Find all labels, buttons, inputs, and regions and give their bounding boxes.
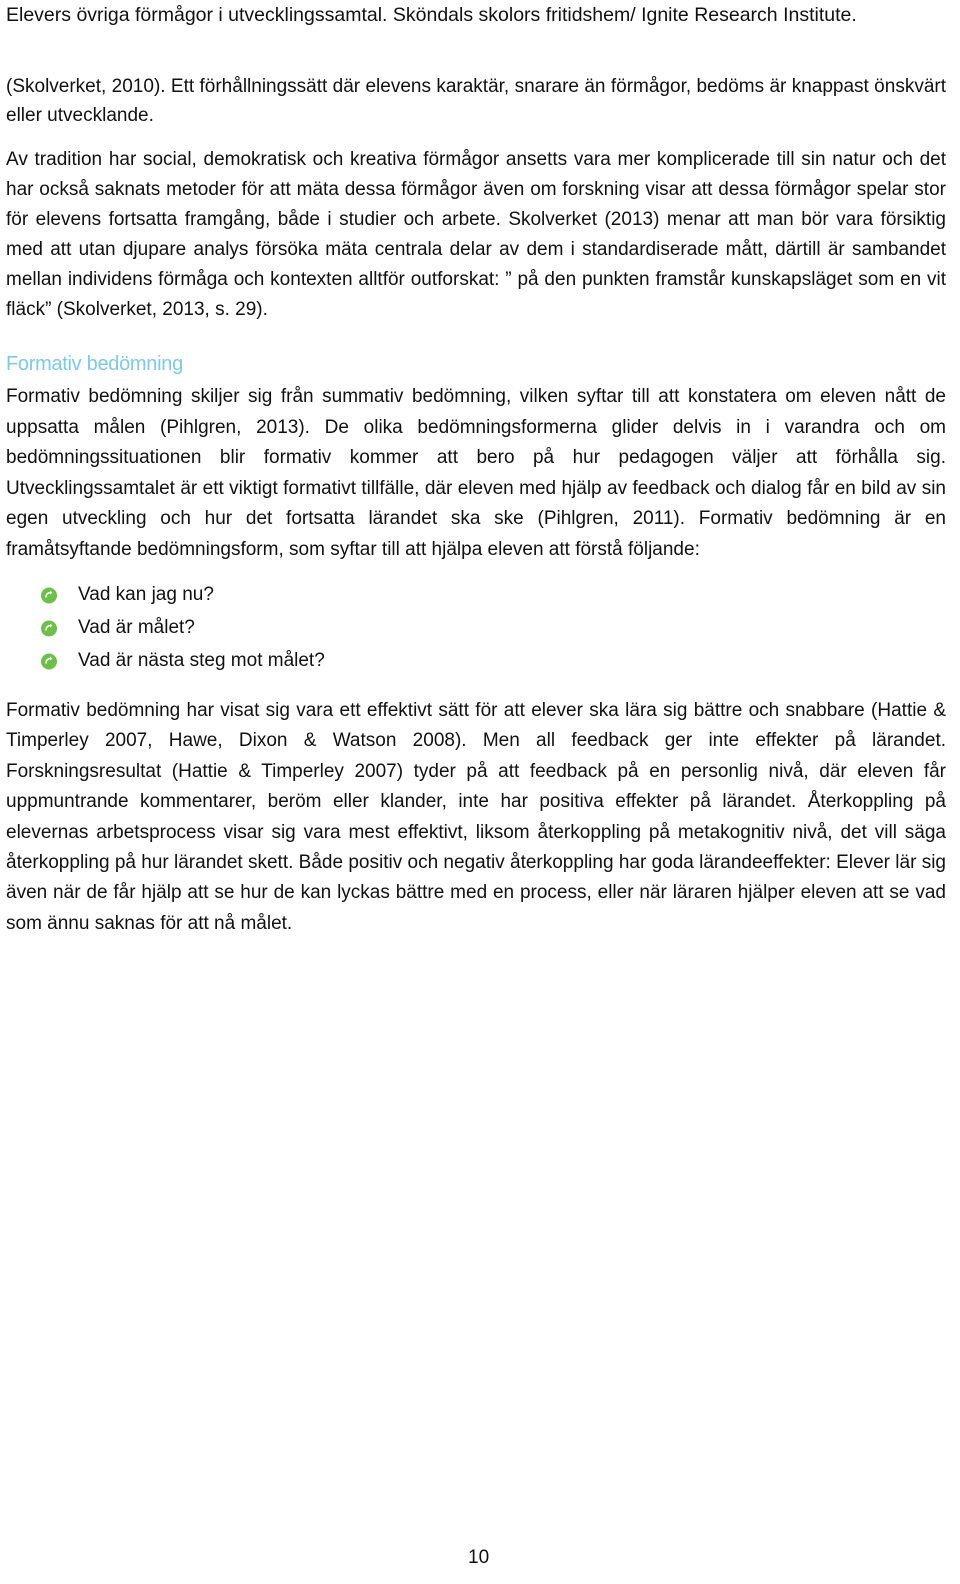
list-item-text: Vad kan jag nu? — [78, 583, 214, 605]
paragraph-2: Av tradition har social, demokratisk och kreativa förmågor ansetts vara mer komplicerade till sin natur och det har också saknats metoder för att mäta dessa förmågor även om forskning visar att dessa förmågor spelar stor för elevens fortsatta framgång, både i studier och arbete. Skolverket (2013) menar att man bör vara försiktig med att utan djupare analys försöka mäta centrala delar av dem i standardiserade mått, därtill är sambandet mellan individens förmåga och kontexten alltför outforskat: ” på den punkten framstår kunskapsläget som en vit fläck” (Skolverket, 2013, s. 29). — [6, 149, 946, 320]
bullet-list — [40, 578, 325, 677]
running-header: Elevers övriga förmågor i utvecklingssamtal. Sköndals skolors fritidshem/ Ignite Research Institute. — [6, 4, 857, 26]
green-circle-arrow-icon — [40, 586, 58, 604]
list-item-text: Vad är målet? — [78, 616, 195, 638]
paragraph-3: Formativ bedömning skiljer sig från summativ bedömning, vilken syftar till att konstatera om eleven nått de uppsatta målen (Pihlgren, 2013). De olika bedömningsformerna glider delvis in i varandra och om bedömningssituationen blir formativ kommer att bero på hur pedagogen väljer att förhålla sig. Utvecklingssamtalet är ett viktigt formativt tillfälle, där eleven med hjälp av feedback och dialog får en bild av sin egen utveckling och hur det fortsatta lärandet ska ske (Pihlgren, 2011). Formativ bedömning är en framåtsyftande bedömningsform, som syftar till att hjälpa eleven att förstå följande: — [6, 386, 946, 560]
green-circle-arrow-icon — [40, 619, 58, 637]
list-item — [40, 644, 325, 677]
list-item-text: Vad är nästa steg mot målet? — [78, 649, 325, 671]
paragraph-1: (Skolverket, 2010). Ett förhållningssätt där elevens karaktär, snarare än förmågor, bedöms är knappast önskvärt eller utvecklande. — [6, 76, 946, 126]
section-heading: Formativ bedömning — [6, 353, 183, 375]
list-item — [40, 578, 325, 611]
page-number: 10 — [468, 1547, 490, 1568]
list-item — [40, 611, 325, 644]
paragraph-4: Formativ bedömning har visat sig vara ett effektivt sätt för att elever ska lära sig bättre och snabbare (Hattie & Timperley 2007, Hawe, Dixon & Watson 2008). Men all feedback ger inte effekter på lärandet. Forskningsresultat (Hattie & Timperley 2007) tyder på att feedback på en personlig nivå, där eleven får uppmuntrande kommentarer, beröm eller klander, inte har positiva effekter på lärandet. Återkoppling på elevernas arbetsprocess visar sig vara mest effektivt, liksom återkoppling på metakognitiv nivå, det vill säga återkoppling på hur lärandet skett. Både positiv och negativ återkoppling har goda lärandeeffekter: Elever lär sig även när de får hjälp att se hur de kan lyckas bättre med en process, eller när läraren hjälper eleven att se vad som ännu saknas för att nå målet. — [6, 700, 946, 934]
green-circle-arrow-icon — [40, 652, 58, 670]
